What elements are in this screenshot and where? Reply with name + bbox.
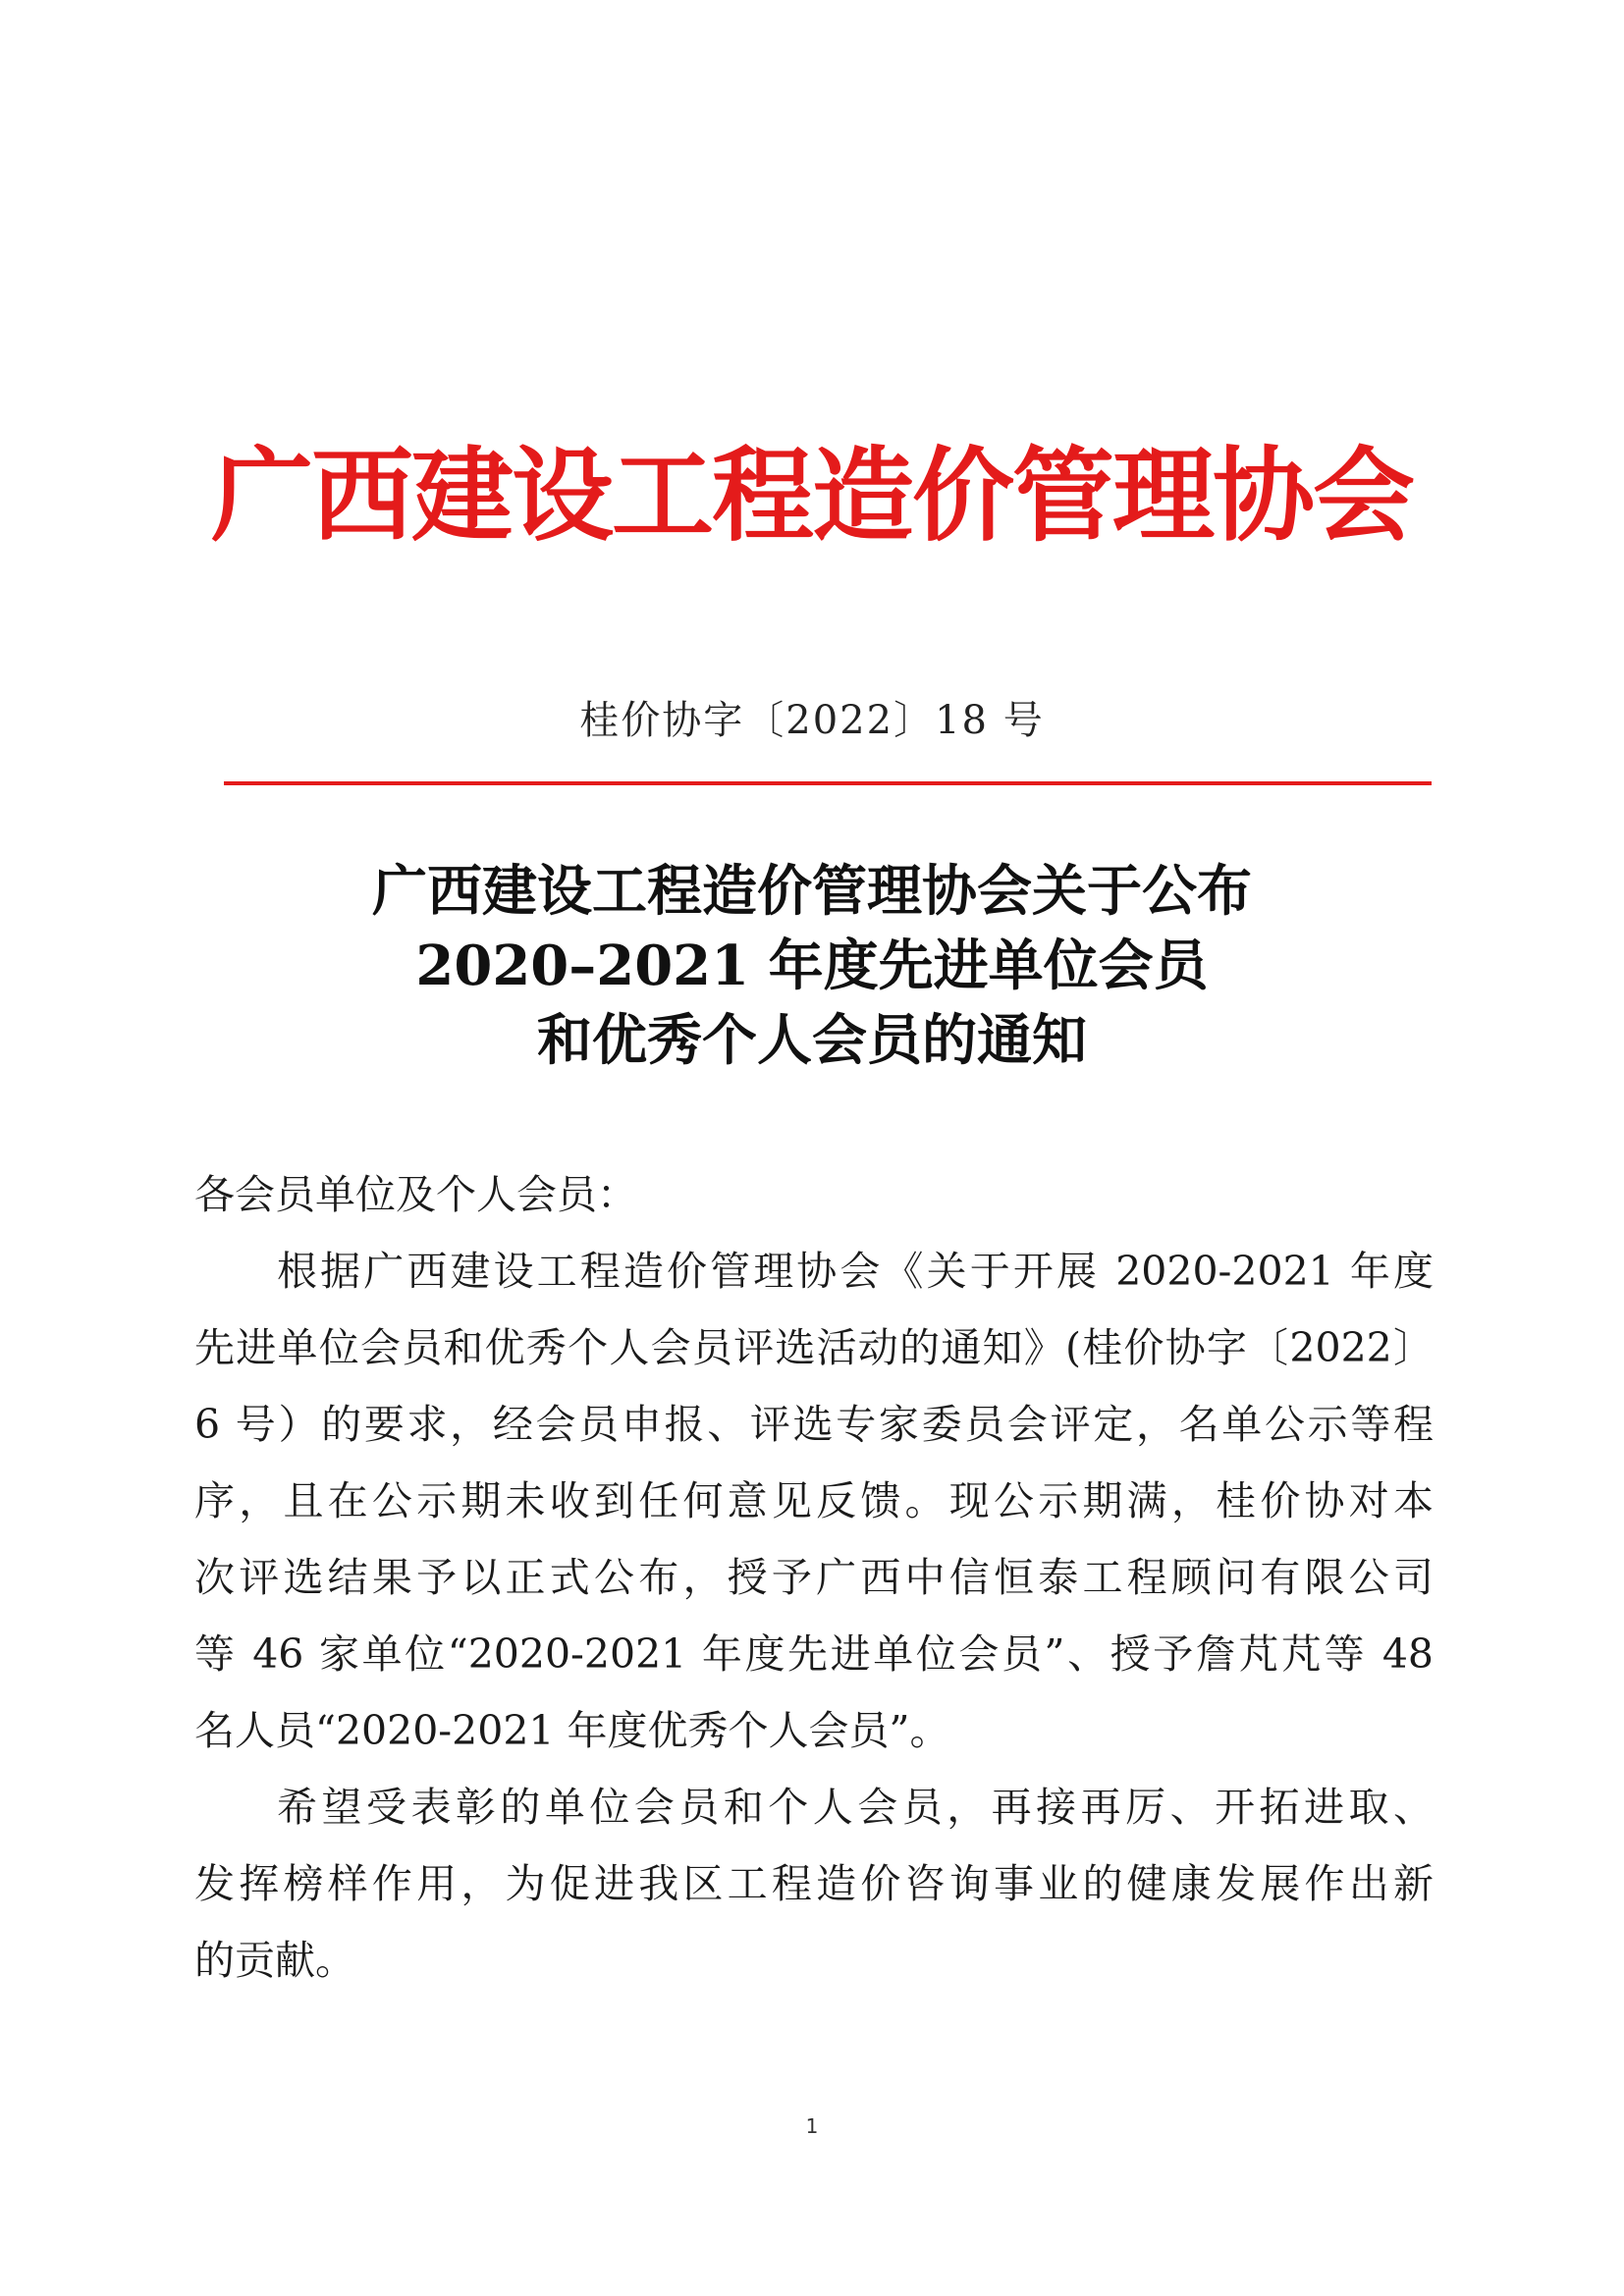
organization-name-header: 广西建设工程造价管理协会 [210,435,1413,556]
paragraph-line: 序，且在公示期未收到任何意见反馈。现公示期满，桂价协对本 [194,1477,1434,1524]
paragraph-line: 次评选结果予以正式公布，授予广西中信恒泰工程顾问有限公司 [194,1554,1434,1601]
paragraph-line: 等 46 家单位“2020-2021 年度先进单位会员”、授予詹芃芃等 48 [194,1630,1434,1678]
paragraph-line: 希望受表彰的单位会员和个人会员，再接再厉、开拓进取、 [277,1784,1434,1831]
page-number: 1 [805,2114,819,2138]
notice-title-line-2: 2020–2021 年度先进单位会员 [415,934,1209,998]
salutation: 各会员单位及个人会员： [194,1171,637,1218]
document-number: 桂价协字〔2022〕18 号 [579,698,1045,743]
paragraph-line: 根据广西建设工程造价管理协会《关于开展 2020-2021 年度 [277,1248,1434,1295]
paragraph-2 [194,1769,1434,1999]
paragraph-line: 名人员“2020-2021 年度优秀个人会员”。 [194,1707,950,1754]
paragraph-line: 的贡献。 [194,1937,355,1984]
notice-title-line-3: 和优秀个人会员的通知 [537,1008,1087,1073]
notice-title-line-1: 广西建设工程造价管理协会关于公布 [372,859,1252,924]
paragraph-line: 发挥榜样作用，为促进我区工程造价咨询事业的健康发展作出新 [194,1860,1434,1907]
paragraph-line: 先进单位会员和优秀个人会员评选活动的通知》(桂价协字〔2022〕 [194,1324,1434,1371]
notice-body [194,1156,1434,1999]
notice-title [0,854,1624,1078]
paragraph-1 [194,1233,1434,1769]
paragraph-line: 6 号）的要求，经会员申报、评选专家委员会评定，名单公示等程 [194,1401,1434,1448]
red-divider-line [224,781,1432,785]
